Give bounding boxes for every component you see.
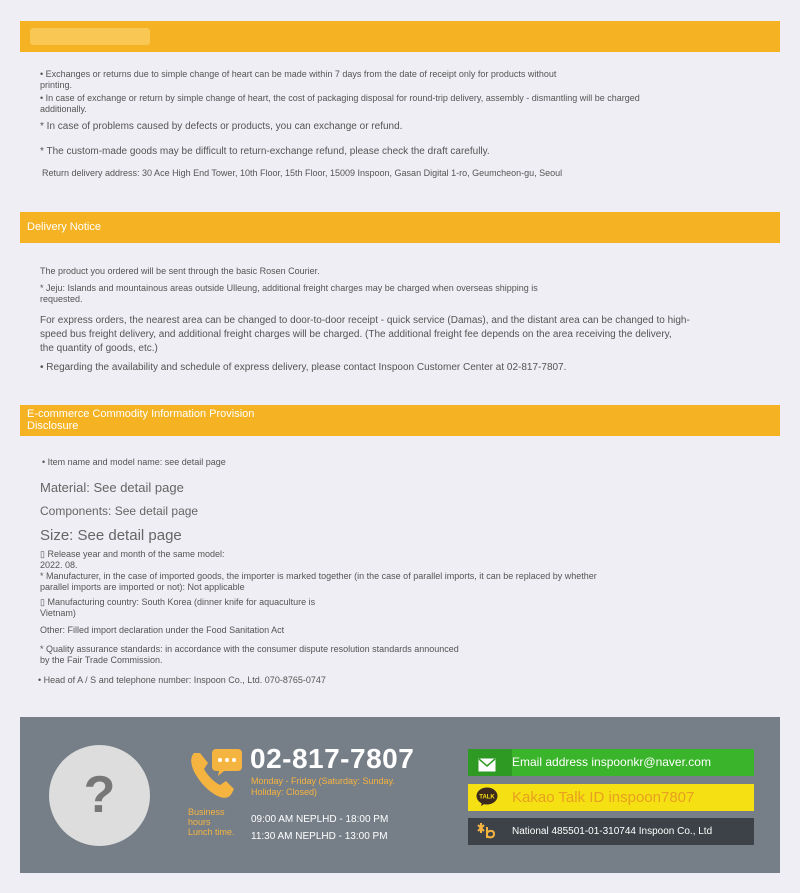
disclosure-title-line-1: E-commerce Commodity Information Provision	[27, 408, 255, 420]
delivery-line-1: The product you ordered will be sent through the basic Rosen Courier.	[40, 266, 320, 276]
exchange-line-3: * In case of problems caused by defects or products, you can exchange or refund.	[40, 121, 403, 132]
exchange-line-4: * The custom-made goods may be difficult to return-exchange refund, please check the draft carefully.	[40, 146, 490, 157]
email-label: Email address inspoonkr@naver.com	[512, 755, 711, 769]
exchange-section-header	[20, 21, 780, 52]
quality-line-b: by the Fair Trade Commission.	[40, 655, 163, 665]
business-time: 09:00 AM NEPLHD - 18:00 PM	[251, 814, 389, 825]
quality-line-a: * Quality assurance standards: in accordance with the consumer dispute resolution standards announced	[40, 644, 459, 654]
envelope-icon	[478, 755, 496, 782]
business-days: Monday - Friday (Saturday: Sunday. Holiday: Closed)	[251, 776, 395, 797]
bank-account-info	[468, 818, 754, 845]
kb-bank-icon	[476, 823, 498, 850]
delivery-line-4: • Regarding the availability and schedule of express delivery, please contact Inspoon Customer Center at 02-817-7807.	[40, 362, 567, 373]
manufacturer-line-a: * Manufacturer, in the case of imported goods, the importer is marked together (in the case of parallel imports, it can be replaced by whether	[40, 571, 597, 581]
disclosure-section-header	[20, 405, 780, 436]
delivery-line-3c: the quantity of goods, etc.)	[40, 343, 158, 354]
customer-service-footer	[20, 717, 780, 873]
other-line: Other: Filled import declaration under the Food Sanitation Act	[40, 625, 285, 635]
business-hours-label: Business hours Lunch time.	[188, 807, 235, 837]
components-line: Components: See detail page	[40, 504, 199, 518]
delivery-line-2: * Jeju: Islands and mountainous areas outside Ulleung, additional freight charges may be charged when overseas shipping is	[40, 283, 538, 293]
exchange-line-1b: printing.	[40, 80, 73, 90]
bank-label: National 485501-01-310744 Inspoon Co., Ltd	[512, 826, 713, 837]
size-line: Size: See detail page	[40, 527, 182, 544]
phone-chat-icon	[188, 747, 242, 806]
disclosure-title-line-2: Disclosure	[27, 420, 79, 432]
delivery-line-3b: speed bus freight delivery, and additional freight charges will be charged. (The additional freight fee depends on the area receiving the delivery,	[40, 329, 672, 340]
release-line-b: 2022. 08.	[40, 560, 78, 570]
delivery-line-2b: requested.	[40, 294, 83, 304]
release-line-a: ▯ Release year and month of the same model:	[40, 549, 225, 559]
email-button[interactable]	[468, 749, 754, 776]
kakao-label: Kakao Talk ID inspoon7807	[512, 789, 695, 806]
exchange-line-2: • In case of exchange or return by simple change of heart, the cost of packaging disposal for round-trip delivery, assembly - dismantling will be charged	[40, 93, 640, 103]
kakao-talk-icon	[476, 787, 498, 816]
item-name-line: • Item name and model name: see detail page	[42, 457, 226, 467]
country-line-b: Vietnam)	[40, 608, 76, 618]
country-line-a: ▯ Manufacturing country: South Korea (dinner knife for aquaculture is	[40, 597, 316, 607]
phone-number[interactable]: 02-817-7807	[250, 743, 415, 774]
question-icon: ?	[49, 745, 150, 846]
exchange-line-1: • Exchanges or returns due to simple change of heart can be made within 7 days from the date of receipt only for products without	[40, 69, 557, 79]
manufacturer-line-b: parallel imports are imported or not): Not applicable	[40, 582, 245, 592]
delivery-section-header	[20, 212, 780, 243]
return-address: Return delivery address: 30 Ace High End Tower, 10th Floor, 15th Floor, 15009 Inspoon, Gasan Digital 1-ro, Geumcheon-gu, Seoul	[42, 168, 563, 178]
exchange-line-2b: additionally.	[40, 104, 87, 114]
head-as-line: • Head of A / S and telephone number: Inspoon Co., Ltd. 070-8765-0747	[38, 675, 326, 685]
delivery-section-title: Delivery Notice	[27, 221, 101, 233]
material-line: Material: See detail page	[40, 480, 184, 495]
lunch-time: 11:30 AM NEPLHD - 13:00 PM	[251, 831, 388, 842]
delivery-line-3a: For express orders, the nearest area can be changed to door-to-door receipt - quick service (Damas), and the distant area can be changed to high-	[40, 315, 690, 326]
kakao-talk-button[interactable]	[468, 784, 754, 811]
exchange-section-title	[30, 28, 150, 45]
kakao-badge-text: TALK	[479, 794, 495, 801]
